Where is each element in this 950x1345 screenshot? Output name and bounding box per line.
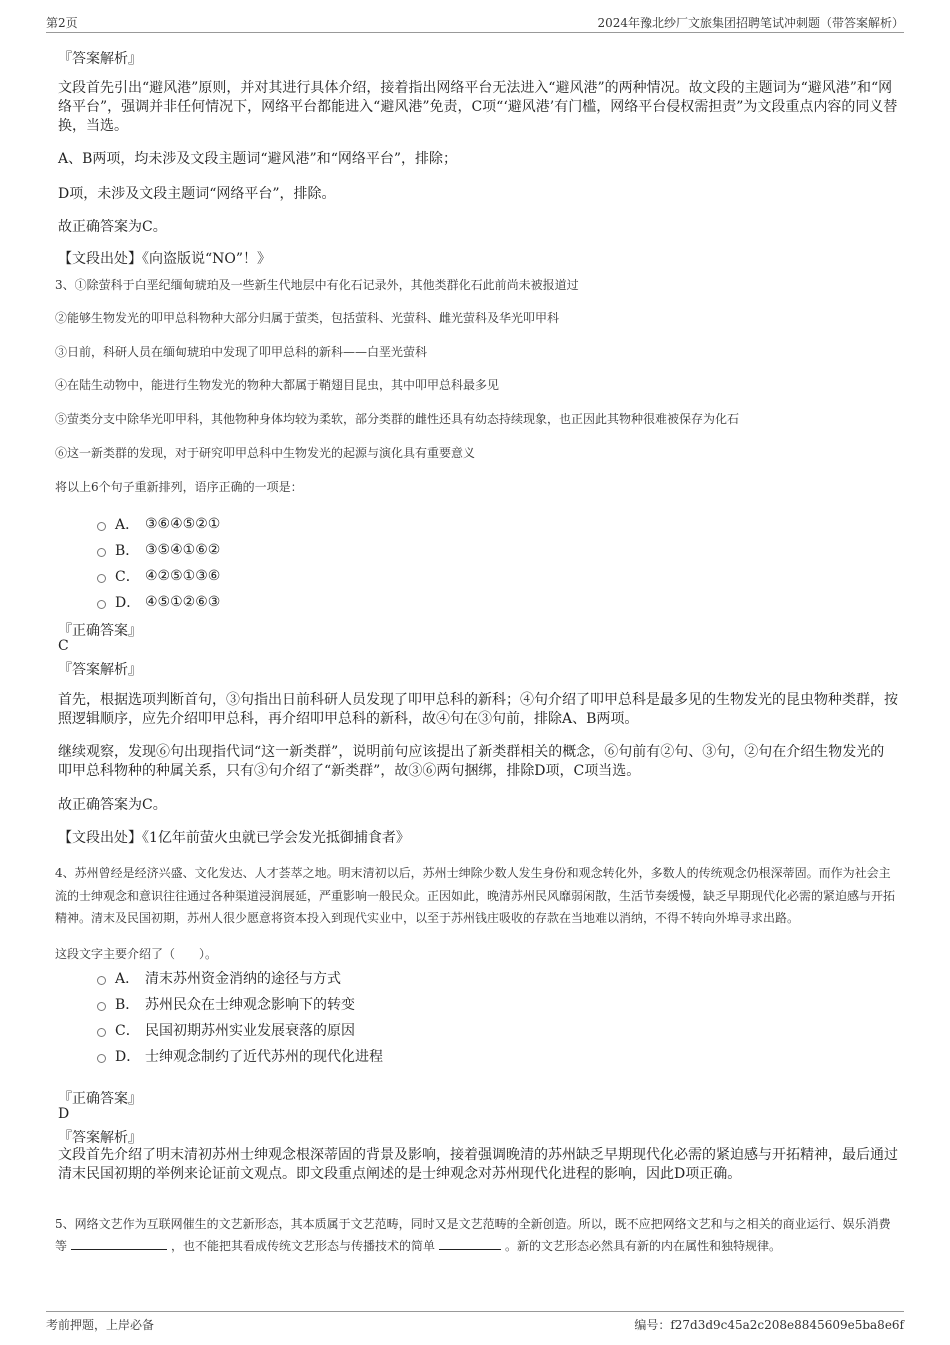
q3-sentence-5: ⑤萤类分支中除华光叩甲科，其他物种身体均较为柔软，部分类群的雌性还具有幼态持续现象，也正因此其物种很难被保存为化石 [55, 412, 740, 426]
q3-prompt: 将以上6个句子重新排列，语序正确的一项是： [55, 480, 303, 494]
q4-analysis: 文段首先介绍了明末清初苏州士绅观念根深蒂固的背景及影响，接着强调晚清的苏州缺乏早期现代化必需的紧迫感与开拓精神，最后通过清末民国初期的举例来论证前文观点。即文段重点阐述的是士绅观念对苏州现代化进程的影响，因此D项正确。 [58, 1147, 898, 1182]
option-text: 民国初期苏州实业发展衰落的原因 [145, 1023, 355, 1039]
q2-analysis-para1: 文段首先引出“避风港”原则，并对其进行具体介绍，接着指出网络平台无法进入“避风港”的两种情况。故文段的主题词为“避风港”和“网络平台”，强调并非任何情况下，网络平台都能进入“避风港”免责，C项“‘避风港’有门槛，网络平台侵权需担责”为文段重点内容的同义替换，当选。 [58, 80, 898, 134]
q4-option-c[interactable] [97, 1020, 355, 1040]
q3-sentence-4: ④在陆生动物中，能进行生物发光的物种大都属于鞘翅目昆虫，其中叩甲总科最多见 [55, 378, 500, 392]
page-number: 第2页 [46, 16, 78, 30]
radio-icon[interactable] [97, 600, 106, 609]
option-text: ③⑥④⑤②① [145, 516, 221, 532]
q5-stem-part3: 。新的文艺形态必然具有新的内在属性和独特规律。 [505, 1239, 782, 1253]
radio-icon[interactable] [97, 548, 106, 557]
q4-option-d[interactable] [97, 1046, 383, 1066]
option-letter: A． [115, 971, 140, 987]
q2-analysis-para2: A、B两项，均未涉及文段主题词“避风港”和“网络平台”，排除； [58, 151, 458, 167]
q3-sentence-2: ②能够生物发光的叩甲总科物种大部分归属于萤类，包括萤科、光萤科、雌光萤科及华光叩甲科 [55, 311, 560, 325]
q4-correct-label: 『正确答案』 [58, 1091, 142, 1107]
option-text: ③⑤④①⑥② [145, 542, 221, 558]
q4-answer: D [58, 1106, 70, 1122]
radio-icon[interactable] [97, 1028, 106, 1037]
q3-sentence-6: ⑥这一新类群的发现，对于研究叩甲总科中生物发光的起源与演化具有重要意义 [55, 446, 476, 460]
q2-analysis-para4: 故正确答案为C。 [58, 219, 167, 235]
q3-analysis-para1: 首先，根据选项判断首句，③句指出日前科研人员发现了叩甲总科的新科；④句介绍了叩甲总科是最多见的生物发光的昆虫物种类群，按照逻辑顺序，应先介绍叩甲总科，再介绍叩甲总科的新科，故④句在③句前，排除A、B两项。 [58, 692, 898, 727]
page-footer [46, 1311, 904, 1335]
radio-icon[interactable] [97, 1002, 106, 1011]
q4-prompt: 这段文字主要介绍了（ ）。 [55, 947, 218, 961]
q3-sentence-1: 3、①除萤科于白垩纪缅甸琥珀及一些新生代地层中有化石记录外，其他类群化石此前尚未被报道过 [55, 278, 579, 292]
q5-stem-part1: 5、网络文艺作为互联网催生的文艺新形态，其本质属于文艺范畴，同时又是文艺范畴的全新创造。所以，既不应把网络文艺和与之相关的商业运行、娱乐消费等 [55, 1217, 891, 1253]
page-header [46, 14, 904, 33]
q4-option-b[interactable] [97, 994, 355, 1014]
q3-source: 【文段出处】《1亿年前萤火虫就已学会发光抵御捕食者》 [58, 830, 410, 846]
option-letter: D． [115, 595, 141, 611]
q5-stem [55, 1213, 900, 1257]
q4-option-a[interactable] [97, 968, 341, 988]
q3-option-d[interactable] [97, 592, 220, 612]
q3-option-c[interactable] [97, 566, 220, 586]
document-code: 编号：f27d3d9c45a2c208e8845609e5ba8e6f [634, 1318, 904, 1332]
q3-sentence-3: ③日前，科研人员在缅甸琥珀中发现了叩甲总科的新科——白垩光萤科 [55, 345, 428, 359]
radio-icon[interactable] [97, 574, 106, 583]
q2-analysis-para3: D项，未涉及文段主题词“网络平台”，排除。 [58, 186, 336, 202]
radio-icon[interactable] [97, 522, 106, 531]
q3-answer: C [58, 638, 69, 654]
q3-option-a[interactable] [97, 514, 220, 534]
q3-option-b[interactable] [97, 540, 220, 560]
q3-correct-label: 『正确答案』 [58, 623, 142, 639]
answer-blank-2[interactable] [439, 1237, 501, 1250]
option-text: 苏州民众在士绅观念影响下的转变 [145, 997, 355, 1013]
q3-analysis-para2: 继续观察，发现⑥句出现指代词“这一新类群”，说明前句应该提出了新类群相关的概念，⑥句前有②句、③句，②句在介绍生物发光的叩甲总科物种的种属关系，只有③句介绍了“新类群”，故③⑥两句捆绑，排除D项，C项当选。 [58, 744, 885, 779]
option-text: ④②⑤①③⑥ [145, 568, 221, 584]
q4-stem: 4、苏州曾经是经济兴盛、文化发达、人才荟萃之地。明末清初以后，苏州士绅除少数人发生身份和观念转化外，多数人的传统观念仍根深蒂固。而作为社会主流的士绅观念和意识往往通过各种渠道浸润展延，严重影响一般民众。正因如此，晚清苏州民风靡弱闲散，生活节奏缓慢，缺乏早期现代化必需的紧迫感与开拓精神。清末及民国初期，苏州人很少愿意将资本投入到现代实业中，以至于苏州钱庄吸收的存款在当地难以消纳，不得不转向外埠寻求出路。 [55, 866, 896, 925]
option-letter: B． [115, 543, 140, 559]
option-letter: C． [115, 1023, 140, 1039]
answer-blank-1[interactable] [71, 1237, 167, 1250]
radio-icon[interactable] [97, 1054, 106, 1063]
q2-analysis-label: 『答案解析』 [58, 51, 142, 67]
option-letter: D． [115, 1049, 141, 1065]
q4-analysis-label: 『答案解析』 [58, 1130, 142, 1146]
q5-stem-part2: ，也不能把其看成传统文艺形态与传播技术的简单 [171, 1239, 436, 1253]
document-title: 2024年豫北纱厂文旅集团招聘笔试冲刺题（带答案解析） [597, 16, 904, 30]
radio-icon[interactable] [97, 976, 106, 985]
q3-analysis-para3: 故正确答案为C。 [58, 797, 167, 813]
option-letter: C． [115, 569, 140, 585]
q3-analysis-label: 『答案解析』 [58, 662, 142, 678]
option-letter: B． [115, 997, 140, 1013]
option-text: 士绅观念制约了近代苏州的现代化进程 [145, 1049, 383, 1065]
option-letter: A． [115, 517, 140, 533]
footer-slogan: 考前押题，上岸必备 [46, 1318, 155, 1332]
option-text: 清末苏州资金消纳的途径与方式 [145, 971, 341, 987]
option-text: ④⑤①②⑥③ [145, 594, 221, 610]
q2-source: 【文段出处】《向盗版说“NO”！》 [58, 251, 272, 267]
